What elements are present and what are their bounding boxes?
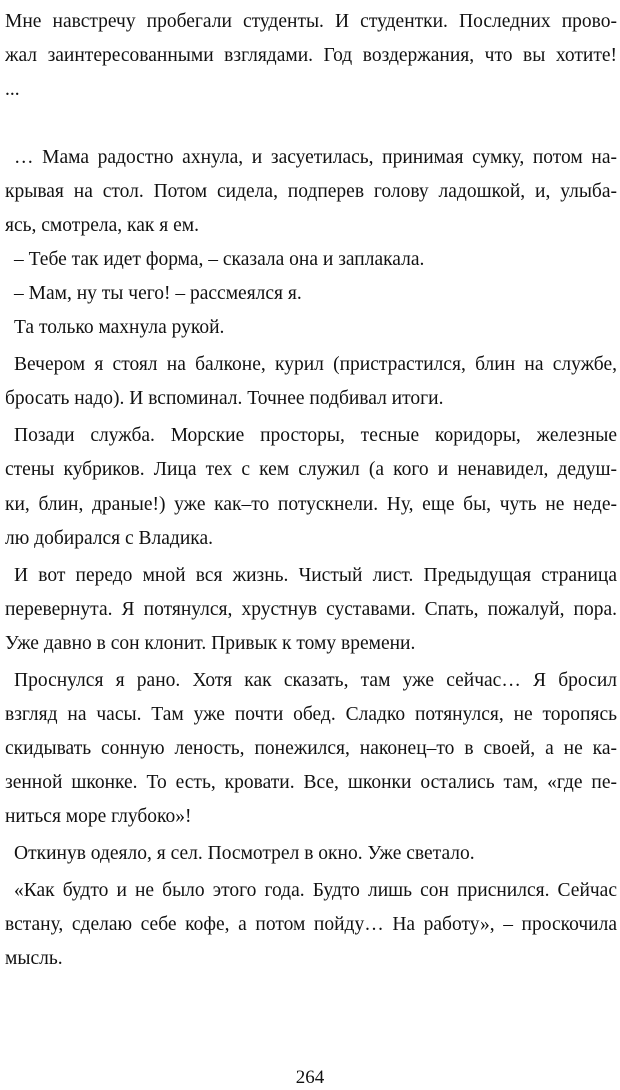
text-line: стены кубриков. Лица тех с кем служил (а кого и ненавидел, дедуш-: [5, 459, 617, 480]
text-line: Проснулся я рано. Хотя как сказать, там уже сейчас… Я бросил: [14, 670, 617, 691]
text-line: – Тебе так идет форма, – сказала она и заплакала.: [14, 249, 425, 270]
text-line: Та только махнула рукой.: [14, 317, 225, 338]
text-line: Откинув одеяло, я сел. Посмотрел в окно. Уже светало.: [14, 843, 475, 864]
text-line: ...: [5, 79, 20, 100]
text-line: ки, блин, драные!) уже как–то потускнели. Ну, еще бы, чуть не неде-: [5, 494, 617, 515]
text-line: скидывать сонную леность, понежился, наконец–то в своей, а не ка-: [5, 738, 617, 759]
text-line: перевернута. Я потянулся, хрустнув суставами. Спать, пожалуй, пора.: [5, 599, 617, 620]
text-line: Уже давно в сон клонит. Привык к тому времени.: [5, 633, 416, 654]
text-line: И вот передо мной вся жизнь. Чистый лист. Предыдущая страница: [14, 565, 617, 586]
text-line: встану, сделаю себе кофе, а потом пойду… На работу», – проскочила: [5, 914, 617, 935]
page-number: 264: [295, 1067, 325, 1088]
text-line: … Мама радостно ахнула, и засуетилась, принимая сумку, потом на-: [14, 147, 617, 168]
text-line: мысль.: [5, 948, 63, 969]
text-line: зенной шконке. То есть, кровати. Все, шконки остались там, «где пе-: [5, 772, 617, 793]
text-line: взгляд на часы. Там уже почти обед. Сладко потянулся, не торопясь: [5, 704, 617, 725]
text-line: лю добирался с Владика.: [5, 528, 213, 549]
book-page: [5, 0, 617, 1090]
text-line: бросать надо). И вспоминал. Точнее подбивал итоги.: [5, 388, 444, 409]
text-line: жал заинтересованными взглядами. Год воздержания, что вы хотите!: [5, 45, 617, 66]
text-line: ниться море глубоко»!: [5, 806, 192, 827]
text-line: крывая на стол. Потом сидела, подперев голову ладошкой, и, улыба-: [5, 181, 617, 202]
text-line: – Мам, ну ты чего! – рассмеялся я.: [14, 283, 302, 304]
text-line: Мне навстречу пробегали студенты. И студентки. Последних прово-: [5, 11, 617, 32]
text-line: Вечером я стоял на балконе, курил (пристрастился, блин на службе,: [14, 354, 617, 375]
text-line: Позади служба. Морские просторы, тесные коридоры, железные: [14, 425, 617, 446]
text-line: «Как будто и не было этого года. Будто лишь сон приснился. Сейчас: [14, 880, 617, 901]
text-line: ясь, смотрела, как я ем.: [5, 215, 199, 236]
